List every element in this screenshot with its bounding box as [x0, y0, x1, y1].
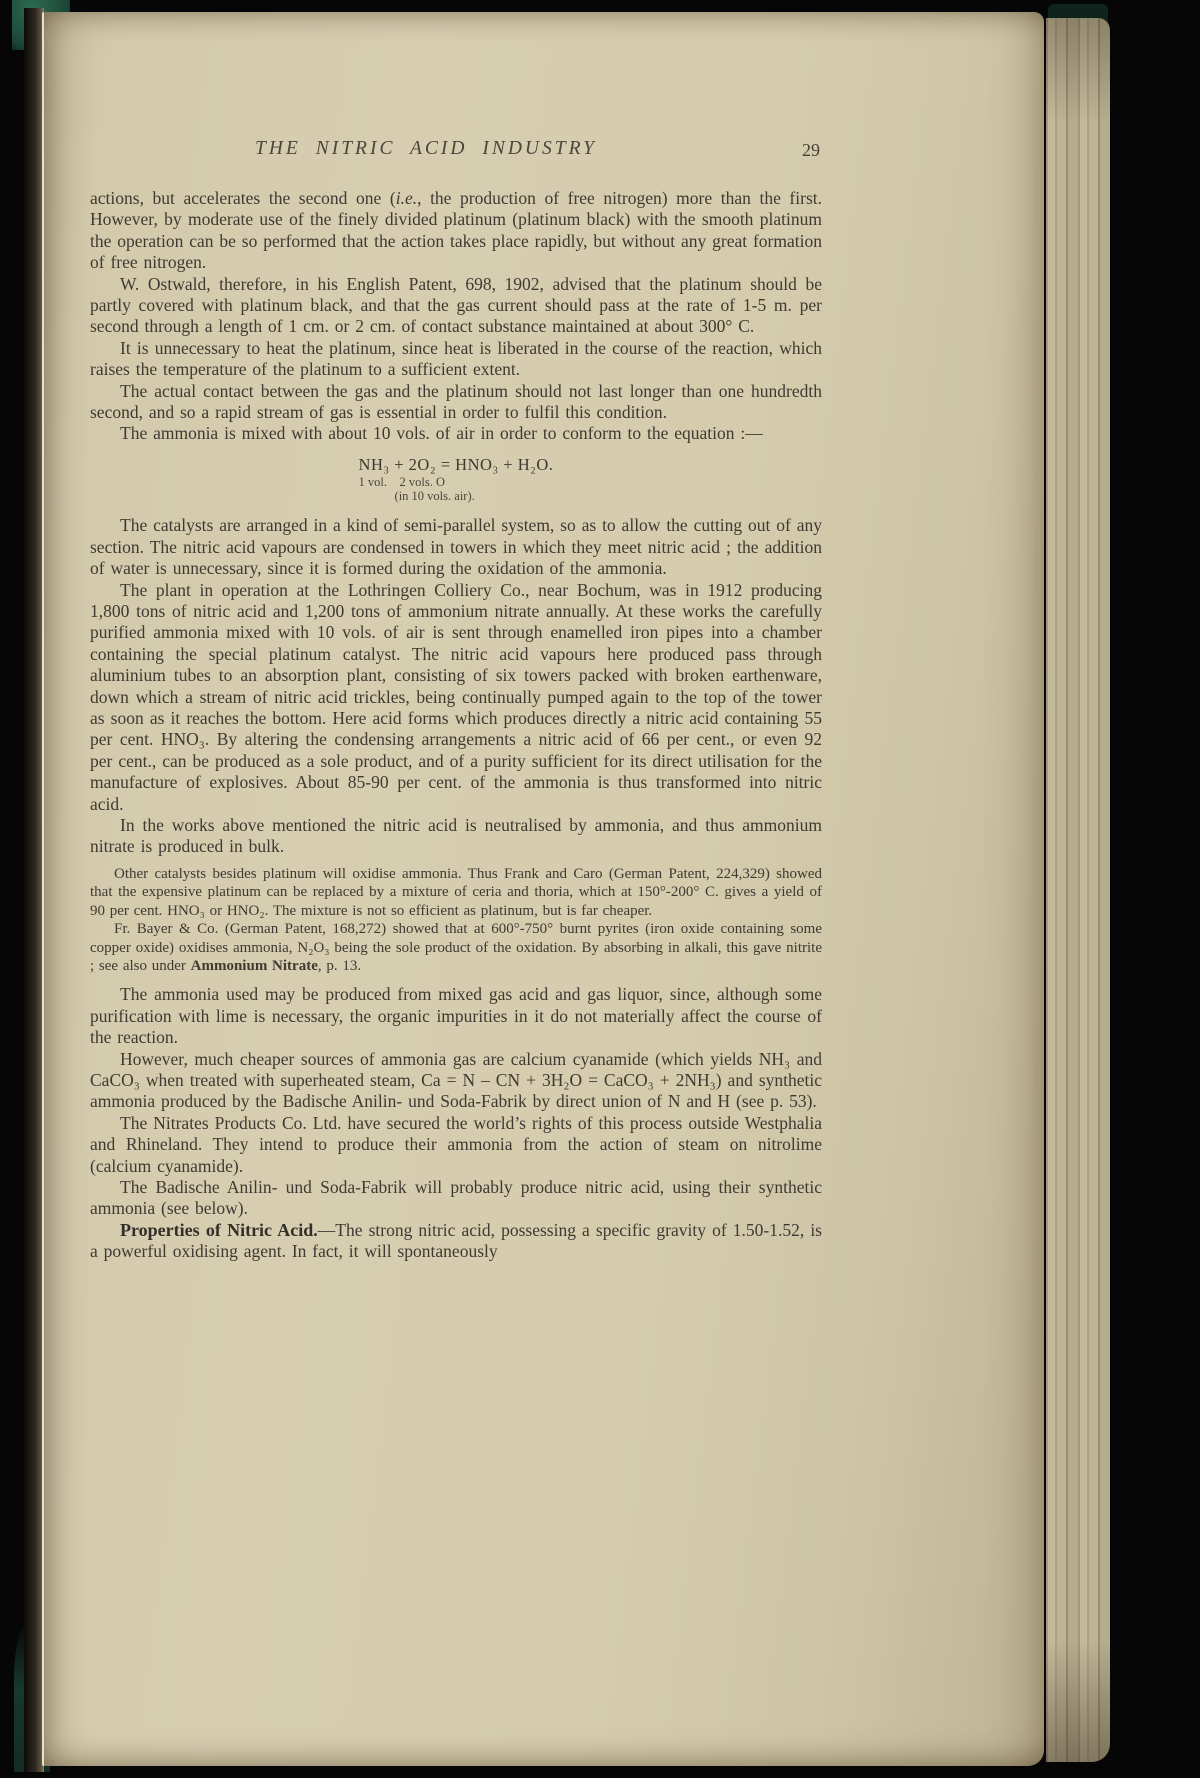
running-head [90, 138, 822, 168]
smallprint-frank-caro: Other catalysts besides platinum will oxidise ammonia. Thus Frank and Caro (German Patent, 224,329) showed that the expensive platinum can be replaced by a mixture of ceria and thoria, which at 150°-200° C. gives a yield of 90 per cent. HNO₃ or HNO₂. The mixture is not so efficient as platinum, but is far cheaper. [90, 865, 822, 919]
equation-main: NH₃ + 2O₂ = HNO₃ + H₂O. [358, 454, 554, 474]
smallprint-text: Fr. Bayer & Co. (German Patent, 168,272) showed that at 600°-750° burnt pyrites (iron oxide containing some copper oxide) oxidises ammonia, N₂O₃ being the sole product of the oxidation. By absorbing in alkali, this gave nitrite ; see also under [90, 921, 822, 974]
paragraph-nitrates-products: The Nitrates Products Co. Ltd. have secured the world’s rights of this process outside Westphalia and Rhineland. They intend to produce their ammonia from the action of steam on nitrolime (calcium cyanamide). [90, 1112, 822, 1176]
paragraph-ammonium-nitrate-bulk: In the works above mentioned the nitric acid is neutralised by ammonia, and thus ammonium nitrate is produced in bulk. [90, 815, 822, 857]
equation-caption-volumes: 1 vol. 2 vols. O [358, 474, 446, 489]
page-edge-stack [1046, 18, 1110, 1762]
book-page [42, 12, 1044, 1766]
smallprint-bayer [90, 920, 822, 975]
page-content [90, 138, 822, 1263]
chapter-title: THE NITRIC ACID INDUSTRY [254, 138, 598, 159]
equation-caption-air: (in 10 vols. air). [394, 489, 475, 504]
smallprint-text: , p. 13. [317, 957, 362, 974]
bold-cross-reference: Ammonium Nitrate [190, 957, 318, 974]
chemical-equation [90, 454, 822, 506]
paragraph-text: —The strong nitric acid, possessing a specific gravity of 1.50-1.52, is a powerful oxidising agent. In fact, it will spontaneously [90, 1219, 822, 1262]
small-print-section [90, 865, 822, 975]
paragraph-badische: The Badische Anilin- und Soda-Fabrik will probably produce nitric acid, using their synthetic ammonia (see below). [90, 1176, 822, 1219]
section-heading-properties: Properties of Nitric Acid. [120, 1219, 318, 1240]
paragraph-ostwald-patent: W. Ostwald, therefore, in his English Patent, 698, 1902, advised that the platinum should be partly covered with platinum black, and that the gas current should pass at the rate of 1-5 m. per second through a length of 1 cm. or 2 cm. of contact substance maintained at about 300° C. [90, 273, 822, 337]
book-spine-strip [24, 8, 44, 1772]
paragraph-contact-time: The actual contact between the gas and the platinum should not last longer than one hundredth second, and so a rapid stream of gas is essential in order to fulfil this condition. [90, 380, 822, 423]
italic-abbreviation: i.e. [395, 188, 418, 208]
chemical-equation-box [359, 454, 554, 504]
paragraph-cyanamide: However, much cheaper sources of ammonia gas are calcium cyanamide (which yields NH₃ and CaCO₃ when treated with superheated steam, Ca = N – CN + 3H₂O = CaCO₃ + 2NH₃) and synthetic ammonia produced by the Badische Anilin- und Soda-Fabrik by direct union of N and H (see p. 53). [90, 1048, 822, 1112]
paragraph-ammonia-mixture: The ammonia is mixed with about 10 vols. of air in order to conform to the equation :— [120, 423, 763, 444]
paragraph-text: , the production of free nitrogen) more than the first. However, by moderate use of the finely divided platinum (platinum black) with the smooth platinum the operation can be so performed that the action takes place rapidly, but without any great formation of free nitrogen. [90, 188, 822, 273]
page-number: 29 [802, 140, 820, 160]
paragraph-heat-unnecessary: It is unnecessary to heat the platinum, since heat is liberated in the course of the reaction, which raises the temperature of the platinum to a sufficient extent. [90, 337, 822, 380]
paragraph-lothringen-plant: The plant in operation at the Lothringen Colliery Co., near Bochum, was in 1912 producing 1,800 tons of nitric acid and 1,200 tons of ammonium nitrate annually. At these works the carefully purified ammonia mixed with 10 vols. of air is sent through enamelled iron pipes into a chamber containing the special platinum catalyst. The nitric acid vapours here produced pass through aluminium tubes to an absorption plant, consisting of six towers packed with broken earthenware, down which a stream of nitric acid trickles, being continually pumped again to the top of the tower as soon as it reaches the bottom. Here acid forms which produces directly a nitric acid containing 55 per cent. HNO₃. By altering the condensing arrangements a nitric acid of 66 per cent., or even 92 per cent., can be produced as a sole product, and of a purity sufficient for its direct utilisation for the manufacture of explosives. About 85-90 per cent. of the ammonia is thus transformed into nitric acid. [90, 579, 822, 814]
paragraph-text: actions, but accelerates the second one ( [90, 188, 396, 208]
paragraph-properties [90, 1220, 822, 1263]
paragraph-ammonia-sources: The ammonia used may be produced from mixed gas acid and gas liquor, since, although some purification with lime is necessary, the organic impurities in it do not materially affect the course of the reaction. [90, 984, 822, 1048]
paragraph-catalyst-arrangement: The catalysts are arranged in a kind of semi-parallel system, so as to allow the cutting out of any section. The nitric acid vapours are condensed in towers in which they meet nitric acid ; the addition of water is unnecessary, since it is formed during the oxidation of the ammonia. [90, 515, 823, 579]
paragraph-continuation [90, 188, 822, 274]
